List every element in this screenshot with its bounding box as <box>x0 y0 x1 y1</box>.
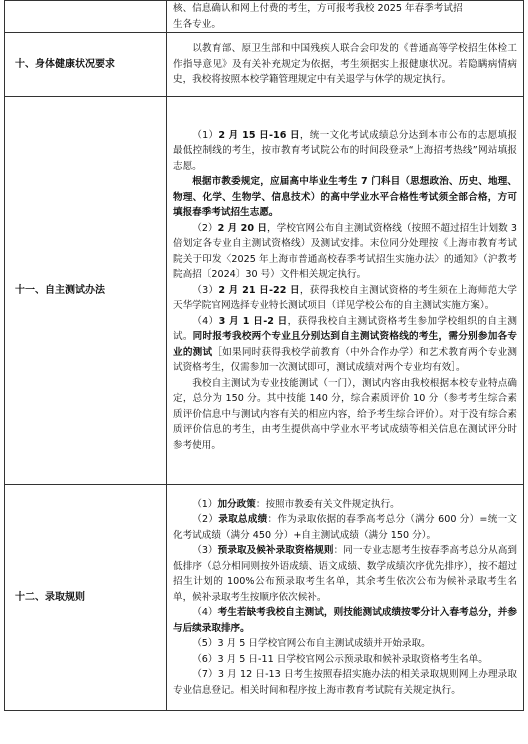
admission-rules-table <box>4 0 524 711</box>
bold-text: 根据市教委规定，应届高中毕业生考生 7 门科目（思想政治、历史、地理、物理、化学、生物学、信息技术）的高中学业水平合格性考试须全部合格，方可填报春季考试招生志愿。 <box>173 176 517 219</box>
row-heading-empty <box>5 1 167 33</box>
bold-text: 2 月 21 日-22 日 <box>218 284 300 296</box>
row-content <box>167 33 524 97</box>
text-span: ：同一专业志愿考生按春季高考总分从高到低排序（总分相同则按外语成绩、语文成绩、数学成绩次序优先排序），按不超过招生计划的 100%公布预录取考生名单，其余考生依次公布为候补录取考生名单，候补录取考生按顺序依次候补。 <box>173 545 518 603</box>
text-span: ，学校官网公布自主测试资格线（按照不超过招生计划数 3 倍划定各专业自主测试资格线）及测试安排。末位同分处理按《上海市教育考试院关于印发〈2025 年上海市普通高校春季考试招生实施办法〉的通知》（沪教考院高招〔2024〕30 号）文件相关规定执行。 <box>173 222 517 281</box>
paragraph <box>173 221 517 283</box>
text-span: （3） <box>192 545 218 557</box>
paragraph <box>173 497 517 513</box>
text-span: （2） <box>192 514 219 526</box>
paragraph <box>173 128 517 175</box>
text-span: （1） <box>192 129 219 141</box>
text-span: （2） <box>192 222 218 234</box>
text-span: ，统一文化考试成绩总分达到本市公布的志愿填报最低控制线的考生，按市教育考试院公布的时间段登录“上海招考热线”网站填报志愿。 <box>173 129 518 172</box>
row-heading: 十、身体健康状况要求 <box>5 33 167 97</box>
text-span: ［如果同时获得我校学前教育（中外合作办学）和艺术教育两个专业测试资格考生，仅需参加一次测试即可，测试成绩对两个专业均有效］。 <box>173 346 518 374</box>
table-row <box>5 33 524 97</box>
text-span: ：作为录取依据的春季高考总分（满分 600 分）=统一文化考试成绩（满分 450 分）+自主测试成绩（满分 150 分）。 <box>173 514 518 541</box>
bold-text: 考生若缺考我校自主测试，则技能测试成绩按零分计入春考总分，并参与后续录取排序。 <box>173 607 517 634</box>
bold-text: 预录取及候补录取资格规则 <box>217 545 334 557</box>
text-span: ，获得我校自主测试资格的考生须在上海师范大学天华学院官网选择专业特长测试项目（详见学校公布的自主测试实施方案）。 <box>173 284 518 312</box>
paragraph: （6）3 月 5 日-11 日学校官网公示预录取和候补录取资格考生名单。 <box>192 653 488 665</box>
bold-text: 2 月 20 日 <box>217 222 268 234</box>
bold-text: 录取总成绩 <box>218 514 268 526</box>
row-content <box>167 485 524 711</box>
text-span: （4） <box>192 315 219 327</box>
text-span: （3） <box>192 284 219 296</box>
paragraph: 我校自主测试为专业技能测试（一门），测试内容由我校根据本校专业特点确定，总分为 150 分。其中技能 140 分，综合素质评价 10 分（参考考生综合素质评价信息中与测试内容有关的相应内容，给予考生综合评价）。对于没有综合素质评价信息的考生，由考生提供高中学业水平考试成绩等相关信息在测试评分时参考使用。 <box>173 377 517 451</box>
paragraph <box>173 512 517 543</box>
bold-text: 3 月 1 日-2 日 <box>218 315 288 327</box>
paragraph <box>173 605 517 636</box>
paragraph: （5）3 月 5 日学校官网公布自主测试成绩并开始录取。 <box>192 638 431 650</box>
text-span: ，获得我校自主测试资格考生参加学校组织的自主测试。 <box>173 315 517 343</box>
row-heading: 十二、录取规则 <box>5 485 167 711</box>
row-heading: 十一、自主测试办法 <box>5 97 167 485</box>
paragraph <box>173 283 517 314</box>
text-span: （1） <box>192 498 218 510</box>
bold-text: 同时报考我校两个专业且分别达到自主测试资格线的考生，需分别参加各专业的测试 <box>173 331 517 358</box>
paragraph: 以教育部、原卫生部和中国残疾人联合会印发的《普通高等学校招生体检工作指导意见》及有关补充规定为依据，考生须据实上报健康状况。若隐瞒病情病史，我校将按照本校学籍管理规定中有关退学与休学的规定执行。 <box>173 43 517 86</box>
row-content <box>167 97 524 485</box>
bold-text: 加分政策 <box>217 498 256 510</box>
paragraph: （7）3 月 12 日-13 日考生按照春招实施办法的相关录取规则网上办理录取专业信息登记。相关时间和程序按上海市教育考试院有关规定执行。 <box>173 669 517 696</box>
row-content <box>167 1 524 33</box>
paragraph: 核、信息确认和网上付费的考生，方可报考我校 2025 年春季考试招 <box>173 3 463 14</box>
table-row <box>5 1 524 33</box>
paragraph <box>173 314 517 376</box>
text-span: ：按照市教委有关文件规定执行。 <box>255 498 400 510</box>
table-row <box>5 485 524 711</box>
text-span: （4） <box>192 607 218 619</box>
paragraph <box>173 543 517 605</box>
paragraph <box>173 174 517 221</box>
bold-text: 2 月 15 日-16 日 <box>218 129 300 141</box>
table-row <box>5 97 524 485</box>
paragraph: 生各专业。 <box>173 18 221 30</box>
